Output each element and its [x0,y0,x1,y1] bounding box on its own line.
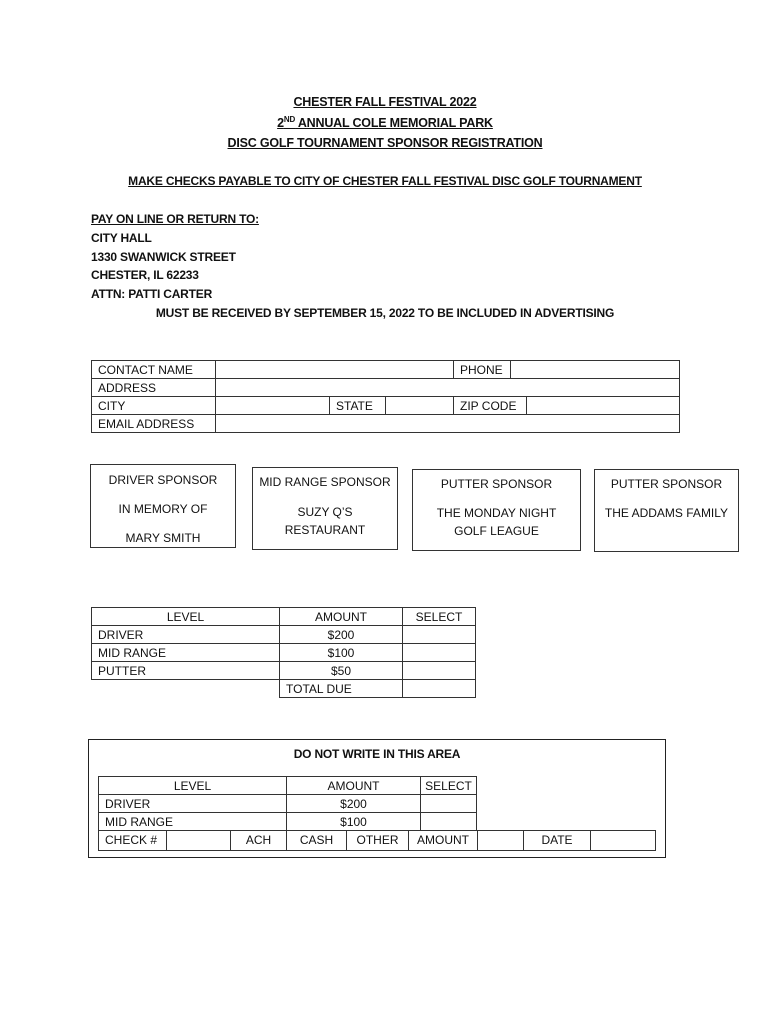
amount-putter: $50 [279,661,403,680]
city-label: CITY [91,396,216,415]
amount-header: AMOUNT [279,607,403,626]
check-number-label: CHECK # [98,830,167,851]
address-line-3: CHESTER, IL 62233 [91,268,199,282]
other-label: OTHER [346,830,409,851]
return-to-heading: PAY ON LINE OR RETURN TO: [91,212,259,226]
sponsor-title: PUTTER SPONSOR [440,477,553,491]
sponsor-card-driver [90,464,236,548]
office-select-driver[interactable] [420,794,477,813]
annual-number: 2 [277,116,284,131]
sponsor-line-1: THE MONDAY NIGHT [436,506,557,520]
sponsor-line-1: IN MEMORY OF [118,502,208,516]
level-mid-range: MID RANGE [91,643,280,662]
sponsor-line-1: THE ADDAMS FAMILY [604,506,729,520]
payment-amount-label: AMOUNT [408,830,478,851]
sponsor-title: DRIVER SPONSOR [108,473,218,487]
deadline-note: MUST BE RECEIVED BY SEPTEMBER 15, 2022 TO BE INCLUDED IN ADVERTISING [155,306,615,320]
check-number-field[interactable] [166,830,231,851]
sponsor-line-2: RESTAURANT [284,523,366,537]
annual-line [0,115,770,130]
office-use-title: DO NOT WRITE IN THIS AREA [293,747,461,761]
total-due-label: TOTAL DUE [279,679,403,698]
date-label: DATE [523,830,591,851]
level-driver: DRIVER [91,625,280,644]
address-label: ADDRESS [91,378,216,397]
contact-name-field[interactable] [215,360,454,379]
address-attn: ATTN: PATTI CARTER [91,287,213,301]
sponsor-card-putter-1 [412,469,581,551]
select-putter-checkbox[interactable] [402,661,476,680]
sponsor-line-2: GOLF LEAGUE [454,524,539,538]
contact-name-label: CONTACT NAME [91,360,216,379]
email-field[interactable] [215,414,680,433]
email-label: EMAIL ADDRESS [91,414,216,433]
amount-mid-range: $100 [279,643,403,662]
city-field[interactable] [215,396,330,415]
form-title: DISC GOLF TOURNAMENT SPONSOR REGISTRATION [227,136,543,150]
office-amount-driver: $200 [286,794,421,813]
office-amount-mid-range: $100 [286,812,421,831]
state-label: STATE [329,396,386,415]
office-level-header: LEVEL [98,776,287,795]
festival-title: CHESTER FALL FESTIVAL 2022 [293,95,477,109]
sponsor-line-1: SUZY Q’S [297,505,353,519]
office-amount-header: AMOUNT [286,776,421,795]
total-due-field[interactable] [402,679,476,698]
office-select-mid-range[interactable] [420,812,477,831]
sponsor-line-2: MARY SMITH [125,531,201,545]
phone-field[interactable] [510,360,680,379]
office-level-driver: DRIVER [98,794,287,813]
annual-ordinal: ND [283,115,296,124]
address-field[interactable] [215,378,680,397]
address-line-2: 1330 SWANWICK STREET [91,250,236,264]
amount-driver: $200 [279,625,403,644]
level-header: LEVEL [91,607,280,626]
address-line-1: CITY HALL [91,231,152,245]
sponsor-card-mid-range [252,467,398,550]
office-select-header: SELECT [420,776,477,795]
cash-label: CASH [286,830,347,851]
office-level-mid-range: MID RANGE [98,812,287,831]
sponsor-title: PUTTER SPONSOR [610,477,723,491]
select-header: SELECT [402,607,476,626]
checks-payable-note: MAKE CHECKS PAYABLE TO CITY OF CHESTER FALL FESTIVAL DISC GOLF TOURNAMENT [128,174,642,188]
phone-label: PHONE [453,360,511,379]
date-field[interactable] [590,830,656,851]
sponsor-title: MID RANGE SPONSOR [259,475,391,489]
select-mid-range-checkbox[interactable] [402,643,476,662]
zip-label: ZIP CODE [453,396,527,415]
select-driver-checkbox[interactable] [402,625,476,644]
sponsor-card-putter-2 [594,469,739,552]
zip-field[interactable] [526,396,680,415]
ach-label: ACH [230,830,287,851]
annual-event-name: ANNUAL COLE MEMORIAL PARK [295,116,493,131]
state-field[interactable] [385,396,454,415]
payment-amount-field[interactable] [477,830,524,851]
level-putter: PUTTER [91,661,280,680]
